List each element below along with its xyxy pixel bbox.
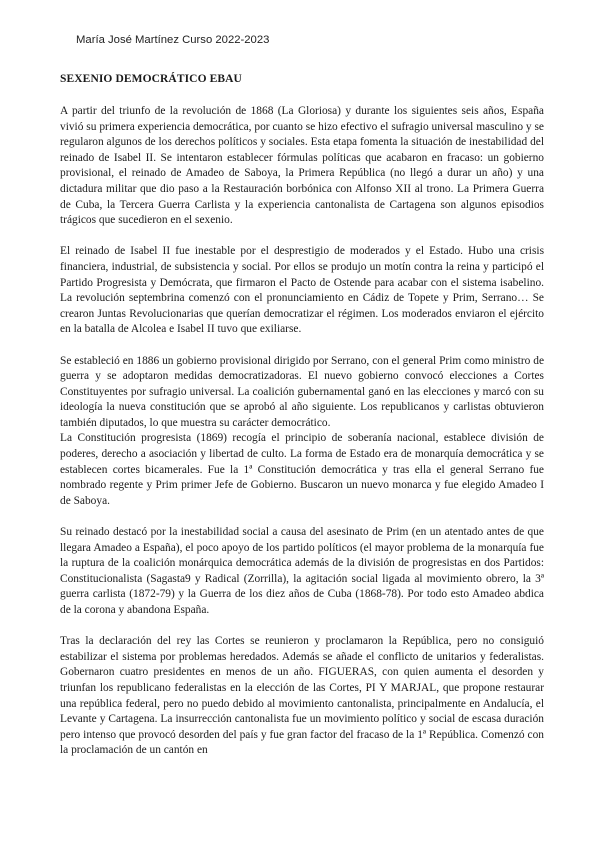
- paragraph-constitution-1869: La Constitución progresista (1869) recogía el principio de soberanía nacional, establece división de poderes, derecho a asociación y libertad de culto. La forma de Estado era de monarquía democrática y se establecen cortes bicamerales. Fue la 1ª Constitución democrática y tras ella el general Serrano fue nombrado regente y Prim primer Jefe de Gobierno. Buscaron un nuevo monarca y fue elegido Amadeo I de Saboya.: [60, 432, 544, 507]
- paragraph-provisional-government: Se estableció en 1886 un gobierno provisional dirigido por Serrano, con el general Prim como ministro de guerra y se adoptaron medidas democratizadoras. El nuevo gobierno convocó elecciones a Cortes Constituyentes por sufragio universal. La coalición gubernamental ganó en las elecciones y marcó con su ideología la nueva constitución que se aprobó al año siguiente. Los republicanos y carlistas obtuvieron también diputados, lo que muestra su carácter democrático.: [60, 354, 544, 429]
- paragraph-amadeo-reign: Su reinado destacó por la inestabilidad social a causa del asesinato de Prim (en un atentado antes de que llegara Amadeo a España), el poco apoyo de los partido políticos (el mayor problema de la monarquía fue la ruptura de la coalición monárquica democrática además de la división de progresistas en dos Partidos: Constitucionalista (Sagasta9 y Radical (Zorrilla), la agitación social ligada al movimiento obrero, la 3ª guerra carlista (1872-79) y la Guerra de los diez años de Cuba (1868-78). Por todo esto Amadeo abdica de la corona y abandona España.: [60, 526, 544, 616]
- paragraph-intro: A partir del triunfo de la revolución de 1868 (La Gloriosa) y durante los siguientes seis años, España vivió su primera experiencia democrática, por cuanto se hizo efectivo el sufragio universal masculino y se regularon algunos de los derechos políticos y sociales. Esta etapa fomenta la situación de inestabilidad del reinado de Isabel II. Se intentaron establecer fórmulas políticas que acabaron en fracaso: un gobierno provisional, el reinado de Amadeo de Saboya, la Primera República (no llegó a durar un año) y una dictadura militar que dio paso a la Restauración borbónica con Alfonso XII al trono. La Primera Guerra de Cuba, la Tercera Guerra Carlista y la experiencia cantonalista de Cartagena son algunos episodios trágicos que sucedieron en el sexenio.: [60, 105, 544, 227]
- author-header: María José Martínez Curso 2022-2023: [76, 34, 270, 46]
- page-title: SEXENIO DEMOCRÁTICO EBAU: [60, 73, 242, 85]
- paragraph-first-republic: Tras la declaración del rey las Cortes se reunieron y proclamaron la República, pero no consiguió estabilizar el sistema por problemas heredados. Además se añade el conflicto de unitarios y federalistas. Gobernaron cuatro presidentes en menos de un año. FIGUERAS, con quien aumenta el desorden y triunfan los republicano federalistas en la elección de las Cortes, PI Y MARJAL, que propone restaurar una república federal, pero no puedo debido al movimiento cantonalista, principalmente en Andalucía, el Levante y Cartagena. La insurrección cantonalista fue un movimiento político y social de escasa duración pero intenso que provocó desorden del país y fue gran factor del fracaso de la 1ª República. Comenzó con la proclamación de un cantón en: [60, 635, 544, 757]
- document-body: [60, 104, 544, 759]
- paragraph-isabel-ii: El reinado de Isabel II fue inestable por el desprestigio de moderados y el Estado. Hubo una crisis financiera, industrial, de subsistencia y social. Por ellos se produjo un motín contra la reina y participó el Partido Progresista y Demócrata, que firmaron el Pacto de Ostende para acabar con el sistema isabelino. La revolución septembrina comenzó con el pronunciamiento en Cádiz de Topete y Prim, Serrano… Se crearon Juntas Revolucionarias que querían democratizar el régimen. Los moderados enviaron el ejército en la batalla de Alcolea e Isabel II tuvo que exiliarse.: [60, 245, 544, 336]
